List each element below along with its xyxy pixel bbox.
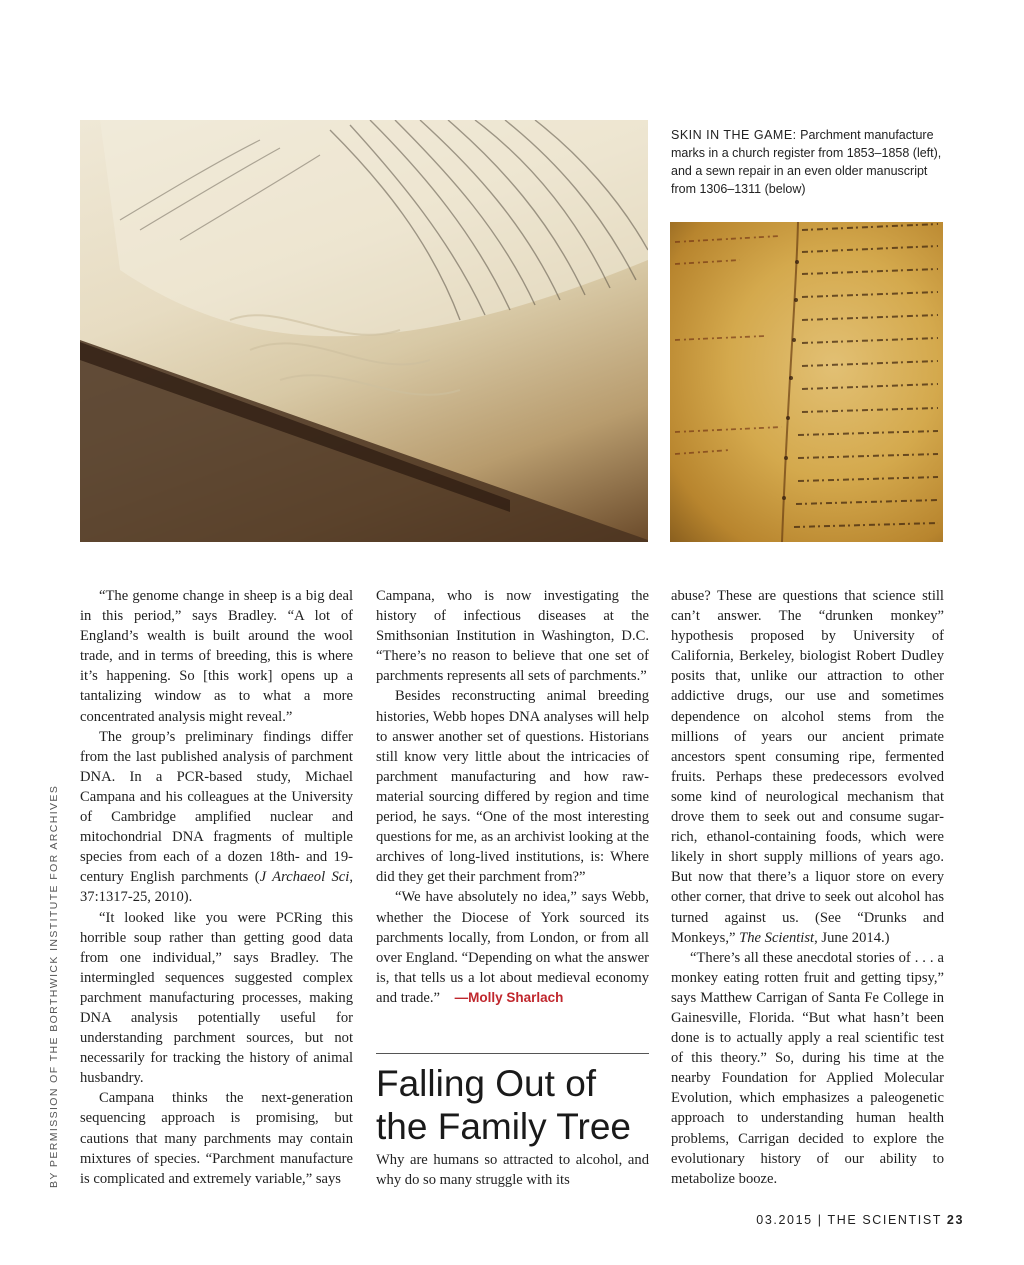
article-column-1: [80, 586, 353, 1189]
caption-head: SKIN IN THE GAME:: [671, 128, 797, 142]
page-number: 23: [946, 1213, 964, 1227]
parchment-register-illustration: [80, 120, 648, 542]
photo-caption: [671, 126, 946, 198]
paragraph: [80, 727, 353, 908]
paragraph-text: abuse? These are questions that science still can’t answer. The “drunken monkey” hypothesis proposed by University of California, Berkeley, biologist Robert Dudley posits that, unlike our attraction to other addictive drugs, our use and sometimes dependence on alcohol stems from the millions of years our ancient primate ancestors spent consuming ripe, fermented fruits. Perhaps these predecessors evolved some kind of neurological mechanism that drove them to seek out and consume sugar-rich, ethanol-containing foods, which were likely in short supply millions of years ago. But now that there’s a liquor store on every other corner, that drive to seek out alcohol has turned against us. (See “Drunks and Monkeys,”: [671, 588, 944, 946]
sewn-repair-photo: [670, 222, 943, 542]
section-divider: [376, 1053, 649, 1054]
parchment-register-photo: [80, 120, 648, 542]
paragraph: “The genome change in sheep is a big deal in this period,” says Bradley. “A lot of England’s wealth is built around the wool trade, and in terms of breeding, this is where it’s happening. So [this work] opens up a tantalizing window as to what a more concentrated analysis might reveal.”: [80, 588, 353, 725]
article-column-3: [671, 586, 944, 1189]
paragraph-text: “We have absolutely no idea,” says Webb, whether the Diocese of York sourced its parchments locally, from London, or from all over England. “Depending on what the answer is, that tells us a lot about medieval economy and trade.”: [376, 889, 649, 1006]
article-column-2: [376, 586, 649, 1008]
sewn-repair-illustration: [670, 222, 943, 542]
paragraph-text: , June 2014.): [814, 929, 890, 946]
paragraph-text: The group’s preliminary findings differ from the last published analysis of parchment DNA. In a PCR-based study, Michael Campana and his colleagues at the University of Cambridge amplified nuclear and mitochondrial DNA fragments of multiple species from each of a dozen 18th- and 19-century English parchments (: [80, 728, 353, 886]
paragraph-text: , 37:1317-25, 2010).: [80, 869, 353, 906]
paragraph: Campana thinks the next-generation sequencing approach is promising, but cautions that many parchments may contain mixtures of species. “Parchment manufacture is complicated and extremely variable,” says: [80, 1090, 353, 1187]
paragraph: Campana, who is now investigating the history of infectious diseases at the Smithsonian Institution in Washington, D.C. “There’s no reason to believe that one set of parchments represents all sets of parchments.”: [376, 588, 649, 685]
article-intro: Why are humans so attracted to alcohol, and why do so many struggle with its: [376, 1152, 649, 1189]
citation-magazine: The Scientist: [739, 929, 815, 946]
issue-date: 03.2015: [756, 1213, 813, 1227]
photo-credit: BY PERMISSION OF THE BORTHWICK INSTITUTE FOR ARCHIVES: [48, 784, 60, 1188]
paragraph: [376, 887, 649, 1008]
footer-separator: |: [812, 1213, 828, 1227]
paragraph: “There’s all these anecdotal stories of . . . a monkey eating rotten fruit and getting tipsy,” says Matthew Carrigan of Santa Fe College in Gainesville, Florida. “But what hasn’t been done is to actually apply a real scientific test of this theory.” So, during his time at the nearby Foundation for Applied Molecular Evolution, which emphasizes a paleogenetic approach to understanding human health problems, Carrigan decided to explore the evolutionary history of our ability to metabolize booze.: [671, 949, 944, 1187]
magazine-name: THE SCIENTIST: [827, 1213, 942, 1227]
page-footer: [700, 1213, 964, 1227]
caption-text: Parchment manufacture marks in a church register from 1853–1858 (left), and a sewn repair in an even older manuscript from 1306–1311 (below): [671, 128, 942, 196]
citation-journal: J Archaeol Sci: [259, 869, 350, 886]
paragraph: [671, 586, 944, 948]
paragraph: Besides reconstructing animal breeding histories, Webb hopes DNA analyses will help to answer another set of questions. Historians still know very little about the intricacies of parchment manufacturing and how raw-material sourcing differed by region and time period, he says. “One of the most interesting questions for me, as an archivist looking at the archives of long-lived institutions, is: Where did they get their parchment from?”: [376, 688, 649, 886]
article-headline: Falling Out of the Family Tree: [376, 1063, 631, 1147]
author-signature: —Molly Sharlach: [454, 989, 564, 1005]
paragraph: “It looked like you were PCRing this horrible soup rather than getting good data from one individual,” says Bradley. The intermingled sequences suggested complex parchment manufacturing processes, making DNA analysis potentially useful for understanding parchment sources, but not necessarily for tracking the history of animal husbandry.: [80, 909, 353, 1087]
